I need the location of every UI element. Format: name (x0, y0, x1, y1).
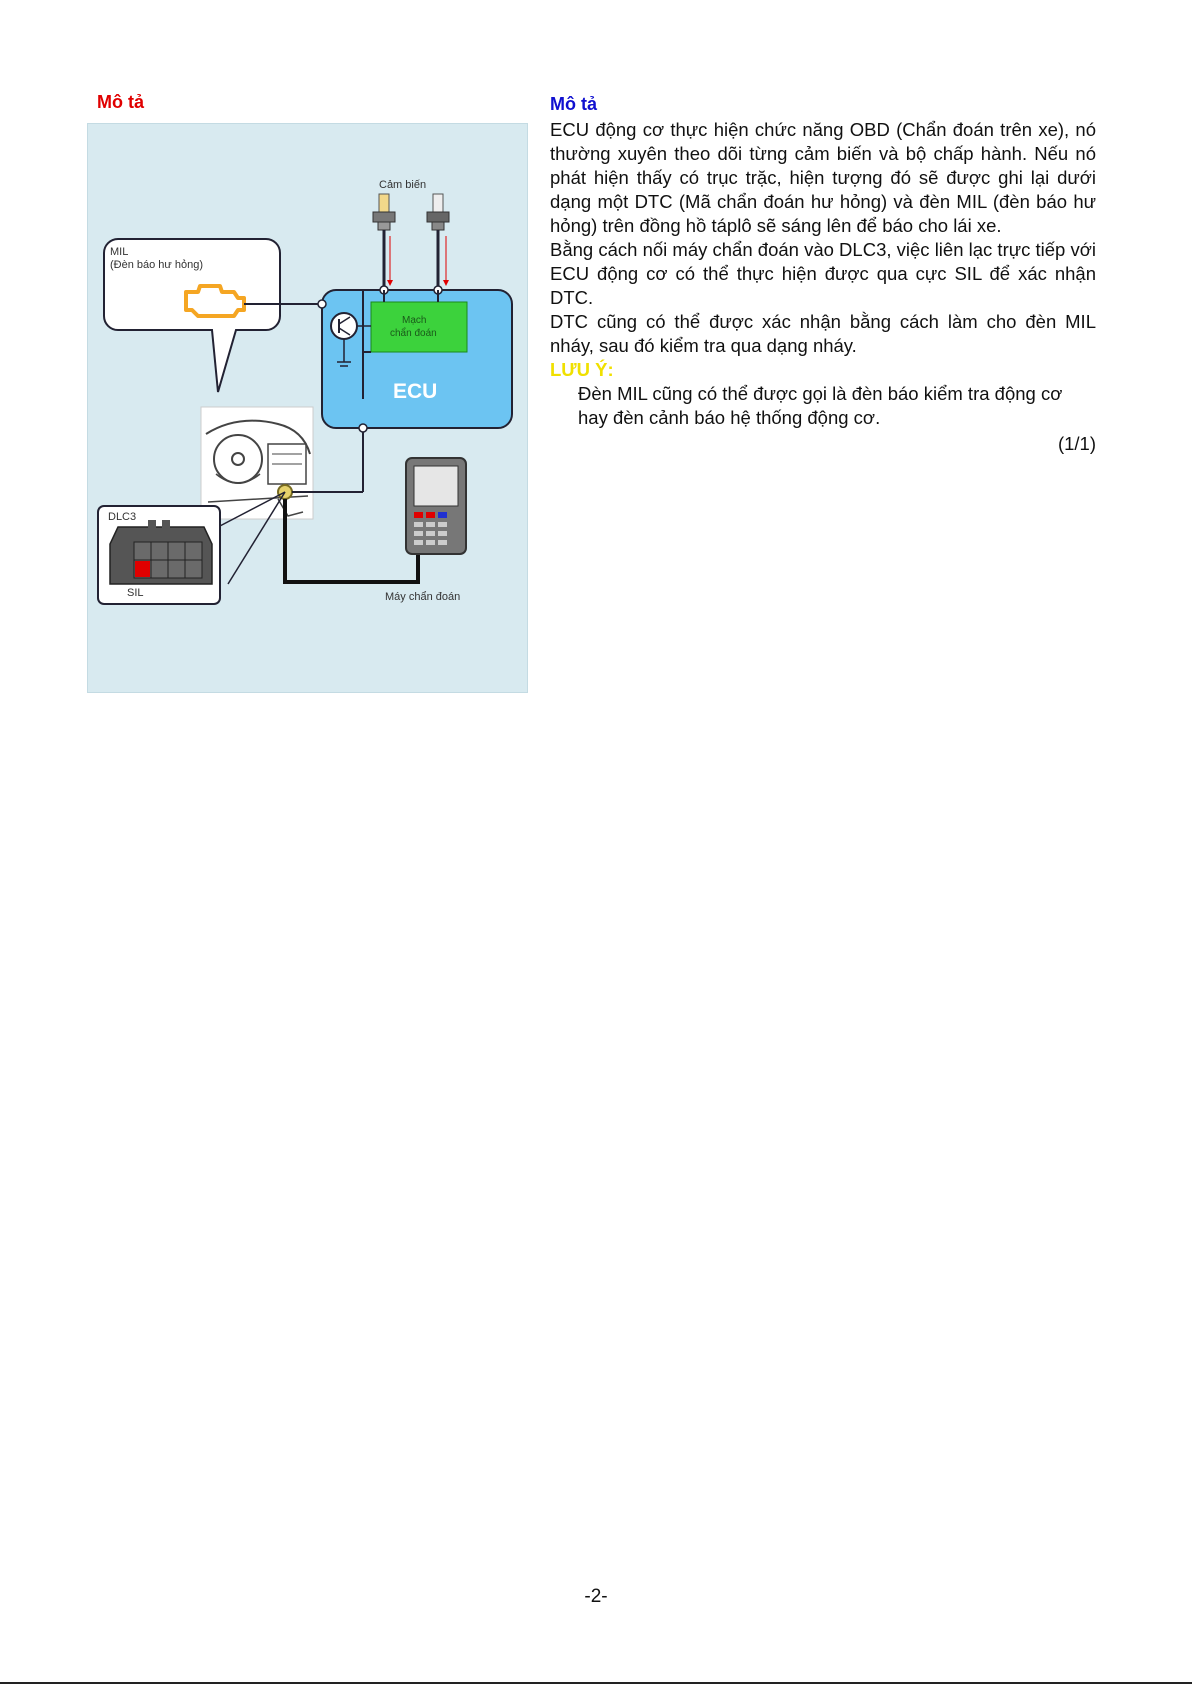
sil-label: SIL (127, 587, 144, 599)
description-column (550, 92, 1096, 456)
paragraph-2: Bằng cách nối máy chẩn đoán vào DLC3, việc liên lạc trực tiếp với ECU động cơ có thể thực hiện được qua cực SIL để xác nhận DTC. (550, 239, 1096, 308)
diagnostic-tester-icon (406, 458, 466, 554)
note-body: Đèn MIL cũng có thể được gọi là đèn báo kiểm tra động cơ hay đèn cảnh báo hệ thống động cơ. (578, 383, 1063, 428)
note-title: LƯU Ý: (550, 359, 614, 380)
sensor-2-icon (427, 194, 449, 290)
bottom-rule (0, 1682, 1192, 1684)
sensor-1-icon (373, 194, 395, 290)
paragraph-1: ECU động cơ thực hiện chức năng OBD (Chẩn đoán trên xe), nó thường xuyên theo dõi từng cảm biến và bộ chấp hành. Nếu nó phát hiện thấy có trục trặc, hiện tượng đó sẽ được ghi lại dưới dạng một DTC (Mã chẩn đoán hư hỏng) và đèn MIL (đèn báo hư hỏng) trên đồng hồ táplô sẽ sáng lên để báo cho lái xe. (550, 119, 1096, 236)
obd-diagram-drawing (88, 124, 529, 694)
page-index: (1/1) (1057, 433, 1096, 454)
mil-label: MIL (110, 246, 129, 258)
page-number: -2- (584, 1586, 608, 1607)
paragraph-3: DTC cũng có thể được xác nhận bằng cách làm cho đèn MIL nháy, sau đó kiểm tra qua dạng nháy. (550, 311, 1096, 356)
ecu-label: ECU (393, 380, 438, 403)
tester-label: Máy chẩn đoán (385, 591, 461, 603)
dashboard-sketch (201, 407, 313, 519)
left-title: Mô tả (97, 92, 144, 112)
diagnostic-circuit-box (371, 302, 467, 352)
dlc3-connector-icon (110, 520, 212, 584)
right-title: Mô tả (550, 94, 597, 114)
obd-diagram (87, 123, 528, 693)
mil-sub-label: (Đèn báo hư hỏng) (110, 259, 203, 271)
sensor-label: Cảm biến (379, 179, 427, 191)
sil-pin (135, 561, 150, 577)
dlc3-label: DLC3 (108, 511, 137, 523)
circuit-label-1: Mạch (402, 315, 427, 326)
circuit-label-2: chẩn đoán (390, 328, 437, 339)
